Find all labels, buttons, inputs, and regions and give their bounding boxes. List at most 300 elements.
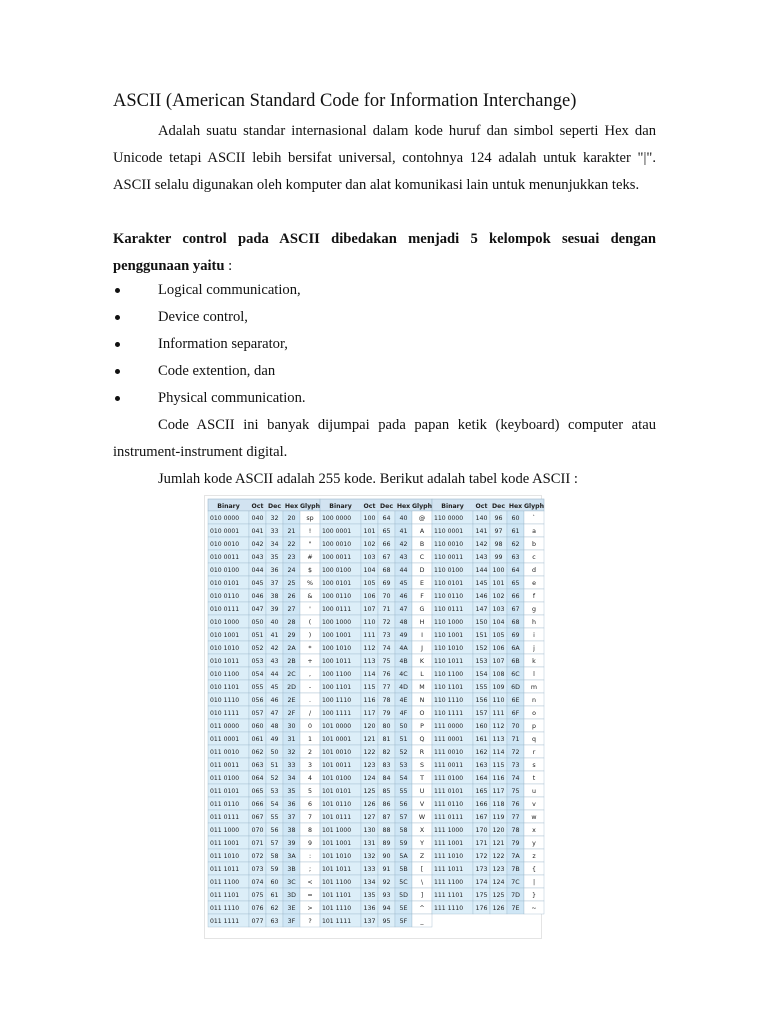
ascii-cell-text: 42 [270,645,279,652]
ascii-cell-text: O [419,710,425,717]
ascii-cell-text: 49 [399,632,408,639]
ascii-cell-text: 110 1101 [434,684,464,691]
ascii-cell-text: 7C [511,879,520,886]
ascii-cell-text: 40 [270,619,279,626]
ascii-cell-text: 78 [511,827,520,834]
ascii-cell-text: t [532,775,536,782]
ascii-column-header: Glyph [411,503,433,510]
ascii-cell-text: x [532,827,536,834]
ascii-cell-text: 110 1111 [434,710,464,717]
ascii-cell-text: s [532,762,536,769]
ascii-cell-text: 40 [399,515,408,522]
ascii-cell-text: 32 [287,749,296,756]
ascii-cell-text: 39 [287,840,296,847]
ascii-cell-text: 7A [511,853,520,860]
ascii-cell-text: 045 [251,580,264,587]
ascii-cell-text: 118 [492,801,505,808]
ascii-cell-text: 64 [511,567,520,574]
ascii-cell-text: 114 [363,671,376,678]
ascii-cell-text: h [532,619,536,626]
ascii-cell-text: 011 0000 [210,723,240,730]
ascii-cell-text: 147 [475,606,488,613]
bullet-icon [115,288,120,293]
ascii-cell-text: 101 1001 [322,840,352,847]
ascii-column-header: Dec [267,503,282,510]
ascii-column-header: Binary [441,503,464,510]
ascii-cell-text: 151 [475,632,488,639]
ascii-cell-text: 51 [270,762,279,769]
ascii-cell-text: " [308,541,312,548]
ascii-cell-text: 68 [511,619,520,626]
ascii-cell-text: 062 [251,749,264,756]
ascii-cell-text: 101 0111 [322,814,352,821]
ascii-cell-text: L [420,671,424,678]
intro-paragraph: Adalah suatu standar internasional dalam kode huruf dan simbol seperti Hex dan Unicode tetapi ASCII lebih bersifat universal, contohnya 124 adalah untuk karakter "|". ASCII selalu digunakan oleh komputer dan alat komunikasi lain untuk menunjukkan teks. [113,123,656,193]
ascii-cell-text: < [307,879,313,886]
bullet-icon [115,342,120,347]
ascii-cell-text: 011 1011 [210,866,240,873]
ascii-cell-text: J [421,645,423,652]
ascii-cell-text: 011 0001 [210,736,240,743]
ascii-cell-text: 123 [492,866,505,873]
ascii-column-header: Oct [475,503,488,510]
ascii-cell-text: 101 1100 [322,879,352,886]
ascii-cell-text: 71 [382,606,391,613]
ascii-cell-text: @ [418,515,426,522]
ascii-cell-text: 46 [270,697,279,704]
bullet-icon [115,369,120,374]
ascii-cell-text: 26 [287,593,296,600]
ascii-cell-text: 4F [399,710,408,717]
ascii-cell-text: 7 [307,814,313,821]
ascii-cell-text: 33 [287,762,296,769]
ascii-cell-text: 011 1001 [210,840,240,847]
ascii-cell-text: 142 [475,541,488,548]
ascii-cell-text: 010 1010 [210,645,240,652]
ascii-cell-text: G [419,606,425,613]
ascii-cell-text: \ [420,879,424,886]
ascii-cell-text: r [532,749,536,756]
ascii-cell-text: 164 [475,775,488,782]
ascii-cell-text: 43 [399,554,408,561]
ascii-cell-text: 134 [363,879,376,886]
ascii-cell-text: w [531,814,537,821]
ascii-cell-text: 100 [492,567,505,574]
ascii-cell-text: 63 [511,554,520,561]
ascii-cell-text: 21 [287,528,296,535]
ascii-cell-text: 104 [363,567,376,574]
ascii-cell-text: 110 [492,697,505,704]
ascii-cell-text: 111 0100 [434,775,464,782]
list-item-label: Information separator, [158,336,288,352]
ascii-cell-text: S [420,762,424,769]
ascii-cell-text: 111 0101 [434,788,464,795]
ascii-cell-text: 6C [511,671,520,678]
ascii-cell-text: 37 [270,580,279,587]
ascii-cell-text: 112 [363,645,376,652]
ascii-cell-text: 57 [270,840,279,847]
ascii-cell-text: 170 [475,827,488,834]
ascii-cell-text: 110 0011 [434,554,464,561]
ascii-cell-text: 111 0111 [434,814,464,821]
ascii-cell-text: 107 [363,606,376,613]
ascii-cell-text: 44 [270,671,279,678]
ascii-cell-text: 150 [475,619,488,626]
ascii-cell-text: 065 [251,788,264,795]
ascii-cell-text: 84 [382,775,391,782]
ascii-cell-text: 111 1001 [434,840,464,847]
ascii-cell-text: 067 [251,814,264,821]
ascii-cell-text: 28 [287,619,296,626]
ascii-cell-text: m [530,684,538,691]
ascii-cell-text: 010 0000 [210,515,240,522]
ascii-cell-text: 101 0000 [322,723,352,730]
ascii-cell-text: 75 [382,658,391,665]
ascii-cell-text: 109 [492,684,505,691]
ascii-cell-text: 32 [270,515,279,522]
ascii-cell-text: 38 [287,827,296,834]
ascii-cell-text: c [532,554,536,561]
ascii-cell-text: - [308,684,312,691]
ascii-cell-text: I [421,632,423,639]
ascii-cell-text: 6E [511,697,520,704]
ascii-cell-text: 111 0001 [434,736,464,743]
ascii-cell-text: 110 0101 [434,580,464,587]
ascii-cell-text: 115 [363,684,376,691]
ascii-cell-text: 126 [492,905,505,912]
ascii-cell-text: 2 [307,749,313,756]
ascii-cell-text: 010 0110 [210,593,240,600]
ascii-cell-text: 100 1100 [322,671,352,678]
ascii-cell-text: 100 1111 [322,710,352,717]
ascii-cell-text: 157 [475,710,488,717]
ascii-cell-text: 161 [475,736,488,743]
ascii-cell-text: 33 [270,528,279,535]
ascii-column-header: Oct [251,503,264,510]
ascii-cell-text: 67 [511,606,520,613]
ascii-cell-text: 100 0110 [322,593,352,600]
ascii-cell-text: 48 [270,723,279,730]
ascii-cell-text: 060 [251,723,264,730]
ascii-column-header: Hex [396,503,411,510]
ascii-column-header: Glyph [523,503,545,510]
ascii-cell-text: 101 1000 [322,827,352,834]
ascii-cell-text: 173 [475,866,488,873]
ascii-cell-text: 171 [475,840,488,847]
ascii-cell-text: 92 [382,879,391,886]
ascii-cell-text: 106 [492,645,505,652]
ascii-cell-text: 110 0110 [434,593,464,600]
ascii-cell-text: 70 [511,723,520,730]
ascii-cell-text: { [531,866,537,873]
ascii-cell-text: 054 [251,671,264,678]
ascii-cell-text: 6F [511,710,520,717]
ascii-cell-text: 110 1000 [434,619,464,626]
ascii-cell-text: 076 [251,905,264,912]
ascii-cell-text: Q [419,736,425,743]
ascii-cell-text: 90 [382,853,391,860]
ascii-cell-text: 010 0010 [210,541,240,548]
ascii-cell-text: 4D [399,684,408,691]
ascii-cell-text: 172 [475,853,488,860]
ascii-cell-text: U [419,788,425,795]
ascii-cell-text: 95 [382,918,391,925]
ascii-cell-text: % [307,580,313,587]
ascii-cell-text: f [532,593,536,600]
ascii-cell-text: 100 1011 [322,658,352,665]
ascii-cell-text: 163 [475,762,488,769]
ascii-code-table [204,495,545,939]
ascii-cell-text: 101 0110 [322,801,352,808]
list-item [113,331,306,358]
ascii-cell-text: 44 [399,567,408,574]
ascii-cell-text: 46 [399,593,408,600]
ascii-cell-text: . [308,697,312,704]
ascii-cell-text: 77 [511,814,520,821]
ascii-cell-text: 87 [382,814,391,821]
ascii-cell-text: j [533,645,535,652]
ascii-cell-text: 68 [382,567,391,574]
ascii-cell-text: 54 [270,801,279,808]
ascii-cell-text: 37 [287,814,296,821]
ascii-cell-text: : [308,853,312,860]
ascii-cell-text: 111 1110 [434,905,464,912]
ascii-cell-text: 122 [363,749,376,756]
ascii-cell-text: ; [308,866,312,873]
ascii-cell-text: 120 [363,723,376,730]
ascii-cell-text: 4 [307,775,313,782]
ascii-cell-text: 3 [307,762,313,769]
ascii-cell-text: 131 [363,840,376,847]
ascii-cell-text: 20 [287,515,296,522]
ascii-cell-text: i [533,632,535,639]
ascii-cell-text: 51 [399,736,408,743]
ascii-cell-text: 010 1101 [210,684,240,691]
ascii-cell-text: 60 [270,879,279,886]
ascii-cell-text: 063 [251,762,264,769]
ascii-cell-text: 67 [382,554,391,561]
ascii-cell-text: 116 [363,697,376,704]
ascii-cell-text: 011 1010 [210,853,240,860]
ascii-cell-text: 057 [251,710,264,717]
ascii-cell-text: 0 [307,723,313,730]
ascii-cell-text: 061 [251,736,264,743]
ascii-cell-text: 66 [511,593,520,600]
ascii-cell-text: 100 0001 [322,528,352,535]
ascii-cell-text: 125 [492,892,505,899]
ascii-cell-text: + [307,658,313,665]
ascii-cell-text: 7E [511,905,520,912]
ascii-cell-text: * [308,645,312,652]
ascii-cell-text: 55 [399,788,408,795]
ascii-cell-text: | [532,879,536,886]
ascii-cell-text: 130 [363,827,376,834]
ascii-cell-text: 29 [287,632,296,639]
ascii-cell-text: 9 [307,840,313,847]
ascii-cell-text: 011 0101 [210,788,240,795]
ascii-column-header: Dec [379,503,394,510]
ascii-cell-text: 105 [363,580,376,587]
ascii-cell-text: 117 [363,710,376,717]
ascii-cell-text: 141 [475,528,488,535]
ascii-cell-text: 011 0011 [210,762,240,769]
ascii-cell-text: 100 0010 [322,541,352,548]
ascii-cell-text: 064 [251,775,264,782]
ascii-cell-text: 153 [475,658,488,665]
ascii-cell-text: 5E [399,905,408,912]
ascii-cell-text: q [532,736,536,743]
ascii-cell-text: 64 [382,515,391,522]
ascii-cell-text: 011 1101 [210,892,240,899]
ascii-cell-text: 047 [251,606,264,613]
ascii-cell-text: 100 [363,515,376,522]
ascii-cell-text: 106 [363,593,376,600]
ascii-cell-text: 31 [287,736,296,743]
ascii-cell-text: 65 [511,580,520,587]
ascii-cell-text: z [532,853,536,860]
ascii-cell-text: 2A [287,645,296,652]
ascii-cell-text: 24 [287,567,296,574]
ascii-cell-text: 136 [363,905,376,912]
ascii-cell-text: 010 1110 [210,697,240,704]
ascii-cell-text: 160 [475,723,488,730]
ascii-cell-text: 25 [287,580,296,587]
ascii-cell-text: 111 1011 [434,866,464,873]
ascii-cell-text: 100 0000 [322,515,352,522]
ascii-cell-text: 040 [251,515,264,522]
ascii-cell-text: 2C [287,671,296,678]
ascii-cell-text: 53 [270,788,279,795]
ascii-cell-text: 101 [492,580,505,587]
ascii-cell-text: 108 [492,671,505,678]
ascii-cell-text: 94 [382,905,391,912]
ascii-cell-text: n [532,697,536,704]
ascii-cell-text: 100 1110 [322,697,352,704]
ascii-cell-text: 100 0111 [322,606,352,613]
ascii-cell-text: 101 [363,528,376,535]
ascii-cell-text: 39 [270,606,279,613]
ascii-cell-text: 110 0000 [434,515,464,522]
ascii-cell-text: V [419,801,425,808]
ascii-cell-text: 010 0011 [210,554,240,561]
ascii-cell-text: 127 [363,814,376,821]
ascii-cell-text: 93 [382,892,391,899]
ascii-cell-text: 5C [399,879,408,886]
ascii-cell-text: 144 [475,567,488,574]
ascii-cell-text: 2D [287,684,296,691]
ascii-cell-text: 4E [399,697,408,704]
ascii-cell-text: 111 1101 [434,892,464,899]
ascii-cell-text: F [420,593,424,600]
ascii-column-header: Binary [217,503,240,510]
ascii-cell-text: 52 [399,749,408,756]
ascii-cell-text: ] [420,892,424,899]
ascii-cell-text: 152 [475,645,488,652]
ascii-cell-text: 61 [511,528,520,535]
ascii-cell-text: 48 [399,619,408,626]
ascii-cell-text: 42 [399,541,408,548]
ascii-cell-text: 89 [382,840,391,847]
ascii-cell-text: 72 [382,619,391,626]
ascii-cell-text: 100 0011 [322,554,352,561]
ascii-cell-text: ? [308,918,312,925]
ascii-cell-text: v [532,801,536,808]
ascii-cell-text: 156 [475,697,488,704]
ascii-cell-text: 114 [492,749,505,756]
ascii-cell-text: 23 [287,554,296,561]
ascii-cell-text: ^ [419,905,425,912]
ascii-cell-text: 62 [270,905,279,912]
ascii-cell-text: 6B [511,658,520,665]
ascii-cell-text: 043 [251,554,264,561]
ascii-cell-text: k [532,658,536,665]
ascii-cell-text: 78 [382,697,391,704]
ascii-cell-text: 60 [511,515,520,522]
ascii-cell-text: 36 [287,801,296,808]
ascii-cell-text: 075 [251,892,264,899]
ascii-cell-text: 49 [270,736,279,743]
ascii-cell-text: 053 [251,658,264,665]
ascii-cell-text: 50 [270,749,279,756]
ascii-cell-text: 69 [511,632,520,639]
ascii-cell-text: 4C [399,671,408,678]
ascii-cell-text: 010 0100 [210,567,240,574]
ascii-cell-text: 165 [475,788,488,795]
ascii-cell-text: 055 [251,684,264,691]
ascii-cell-text: 5 [307,788,313,795]
ascii-cell-text: 110 1100 [434,671,464,678]
ascii-cell-text: 38 [270,593,279,600]
ascii-cell-text: 113 [492,736,505,743]
ascii-cell-text: 103 [363,554,376,561]
ascii-cell-text: 5B [399,866,408,873]
keyboard-paragraph: Code ASCII ini banyak dijumpai pada papan ketik (keyboard) computer atau instrument-instrument digital. [113,417,656,460]
ascii-cell-text: 133 [363,866,376,873]
ascii-column-header: Hex [508,503,523,510]
ascii-cell-text: 50 [399,723,408,730]
ascii-column-header: Hex [284,503,299,510]
ascii-cell-text: 35 [287,788,296,795]
ascii-cell-text: _ [420,918,424,925]
ascii-cell-text: 112 [492,723,505,730]
list-item-label: Logical communication, [158,282,301,298]
ascii-cell-text: 99 [494,554,503,561]
ascii-cell-text: C [419,554,425,561]
ascii-cell-text: 59 [399,840,408,847]
list-item-label: Code extention, dan [158,363,276,379]
ascii-cell-text: 176 [475,905,488,912]
ascii-table-graphic [205,496,545,938]
ascii-cell-text: 073 [251,866,264,873]
ascii-cell-text: 43 [270,658,279,665]
ascii-cell-text: 051 [251,632,264,639]
ascii-cell-text: 111 1000 [434,827,464,834]
ascii-cell-text: 056 [251,697,264,704]
ascii-cell-text: 071 [251,840,264,847]
ascii-cell-text: g [532,606,536,613]
ascii-cell-text: 117 [492,788,505,795]
ascii-cell-text: 74 [511,775,520,782]
ascii-cell-text: 124 [492,879,505,886]
ascii-cell-text: 79 [382,710,391,717]
ascii-cell-text: 011 1100 [210,879,240,886]
ascii-cell-text: 85 [382,788,391,795]
ascii-cell-text: 167 [475,814,488,821]
ascii-cell-text: 3C [287,879,296,886]
ascii-cell-text: 010 0101 [210,580,240,587]
ascii-cell-text: 110 [363,619,376,626]
ascii-cell-text: 3B [287,866,296,873]
